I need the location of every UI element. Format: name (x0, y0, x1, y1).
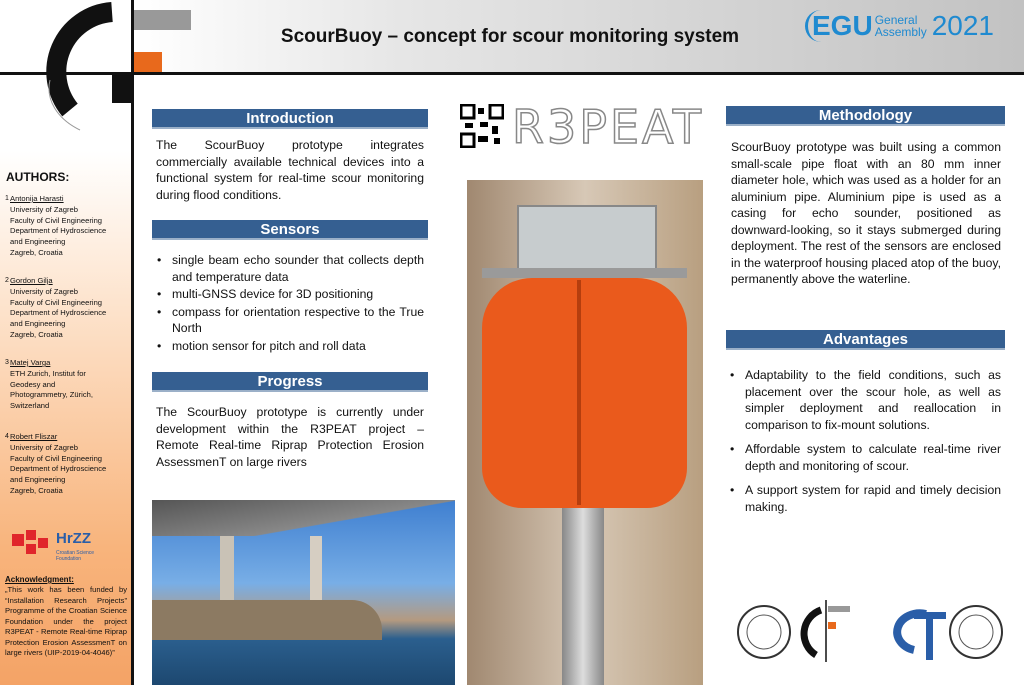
poster-title: ScourBuoy – concept for scour monitoring system (280, 26, 740, 47)
author-number: 3 (5, 359, 9, 366)
author-affiliation: University of Zagreb (10, 286, 78, 296)
author-affiliation: Geodesy and (10, 379, 56, 389)
author-affiliation: Switzerland (10, 401, 50, 411)
sensors-heading: Sensors (152, 220, 428, 240)
list-item: • Adaptability to the field conditions, such as placement over the scour hole, as well as simpler deployment and reallocation in comparison to fix-mount solutions. (727, 367, 1001, 433)
author-affiliation: Zagreb, Croatia (10, 485, 63, 495)
author-name[interactable]: Matej Varga (10, 358, 51, 367)
author-affiliation: and Engineering (10, 319, 66, 329)
aluminium-pipe (562, 508, 604, 685)
bridge-pier (220, 536, 234, 606)
hrzz-sub1: Croatian Science (56, 550, 95, 556)
advantages-list (727, 367, 1001, 516)
introduction-heading: Introduction (152, 109, 428, 129)
list-item: • single beam echo sounder that collects depth and temperature data (154, 252, 424, 285)
float-seam (577, 280, 581, 505)
list-item: • multi-GNSS device for 3D positioning (154, 286, 424, 303)
progress-heading: Progress (152, 372, 428, 392)
divider-horizontal (0, 72, 1024, 75)
list-item: • motion sensor for pitch and roll data (154, 338, 424, 355)
author-entry (0, 358, 93, 412)
buoy-photo (467, 180, 703, 685)
university-seal-icon (950, 606, 1002, 658)
author-number: 4 (5, 433, 9, 440)
faculty-small-logo-icon (804, 600, 850, 662)
egu-line1: General (874, 13, 918, 27)
waterproof-housing (517, 205, 657, 270)
author-affiliation: Department of Hydroscience (10, 308, 107, 318)
divider-vertical (131, 0, 134, 685)
progress-text: The ScourBuoy prototype is currently under development within the R3PEAT project – Remote Real-time Riprap Protection Erosion AssessmenT on large rivers (156, 405, 424, 469)
bridge-pier (310, 536, 322, 606)
egu-year: 2021 (931, 10, 994, 41)
hrzz-logo (12, 530, 95, 562)
author-affiliation: Department of Hydroscience (10, 226, 107, 236)
egu-line2: Assembly (874, 25, 927, 39)
logo-black-block (112, 75, 132, 103)
bridge-deck (152, 500, 455, 536)
author-affiliation: Zagreb, Croatia (10, 329, 63, 339)
r3peat-logo: R3PEAT (512, 100, 705, 154)
logo-orange-block (134, 52, 162, 72)
list-item: • compass for orientation respective to the True North (154, 304, 424, 337)
egu-text (875, 14, 927, 38)
qr-code-icon (460, 104, 504, 148)
author-name[interactable]: Antonija Harasti (10, 194, 64, 203)
sensors-list (154, 252, 424, 355)
author-entry (0, 432, 106, 497)
introduction-text: The ScourBuoy prototype integrates commercially available technical devices into a functional system for real-time scour monitoring during flood conditions. (156, 138, 424, 202)
author-affiliation: ETH Zurich, Institut for (10, 368, 86, 378)
ack-heading: Acknowledgment: (5, 575, 74, 584)
author-name[interactable]: Robert Fliszar (10, 432, 58, 441)
methodology-text: ScourBuoy prototype was built using a common small-scale pipe float with an 80 mm inner diameter hole, which was used as a holder for an aluminium pipe. Aluminium pipe is used as a casing for echo sounder, positioned as downward-looking, so it stays submerged during deployment. The rest of the sensors are enclosed in the waterproof housing placed atop of the buoy, permanently above the waterline. (731, 140, 1001, 286)
faculty-logo (0, 0, 135, 140)
authors-heading: AUTHORS: (6, 170, 70, 184)
author-number: 2 (5, 277, 9, 284)
egu-abbr: EGU (805, 10, 873, 42)
hrzz-name: HrZZ (56, 530, 91, 547)
list-item: • Affordable system to calculate real-time river depth and monitoring of scour. (727, 441, 1001, 474)
advantages-heading: Advantages (726, 330, 1005, 350)
author-affiliation: and Engineering (10, 237, 66, 247)
university-seal-icon (738, 606, 790, 658)
author-name[interactable]: Gordon Gilja (10, 276, 53, 285)
author-number: 1 (5, 195, 9, 202)
author-affiliation: Photogrammetry, Zürich, (10, 390, 93, 400)
author-affiliation: Department of Hydroscience (10, 464, 107, 474)
mounting-plate (482, 268, 687, 278)
author-affiliation: Faculty of Civil Engineering (10, 297, 103, 307)
hrzz-mark-icon (12, 530, 52, 556)
buoy-float (482, 278, 687, 508)
author-affiliation: University of Zagreb (10, 442, 78, 452)
methodology-heading: Methodology (726, 106, 1005, 126)
ack-text: „This work has been funded by “Installation Research Projects” Programme of the Croatian Science Foundation under the project R3PEAT - Remote Real-time Riprap Protection Erosion AssessmenT on large rivers (UIP-2019-04-4046)” (5, 585, 127, 657)
bridge-photo (152, 500, 455, 685)
author-affiliation: Faculty of Civil Engineering (10, 215, 103, 225)
list-item: • A support system for rapid and timely decision making. (727, 482, 1001, 515)
author-affiliation: University of Zagreb (10, 204, 78, 214)
author-affiliation: Faculty of Civil Engineering (10, 453, 103, 463)
author-entry (0, 194, 106, 259)
riverbank (152, 600, 382, 640)
hrzz-sub2: Foundation (56, 556, 82, 562)
author-entry (0, 276, 106, 341)
qr-code (460, 104, 504, 153)
bottom-logos (736, 600, 1008, 665)
egu-logo (805, 10, 994, 42)
gf-logo-icon (897, 612, 946, 660)
author-affiliation: and Engineering (10, 475, 66, 485)
author-affiliation: Zagreb, Croatia (10, 247, 63, 257)
